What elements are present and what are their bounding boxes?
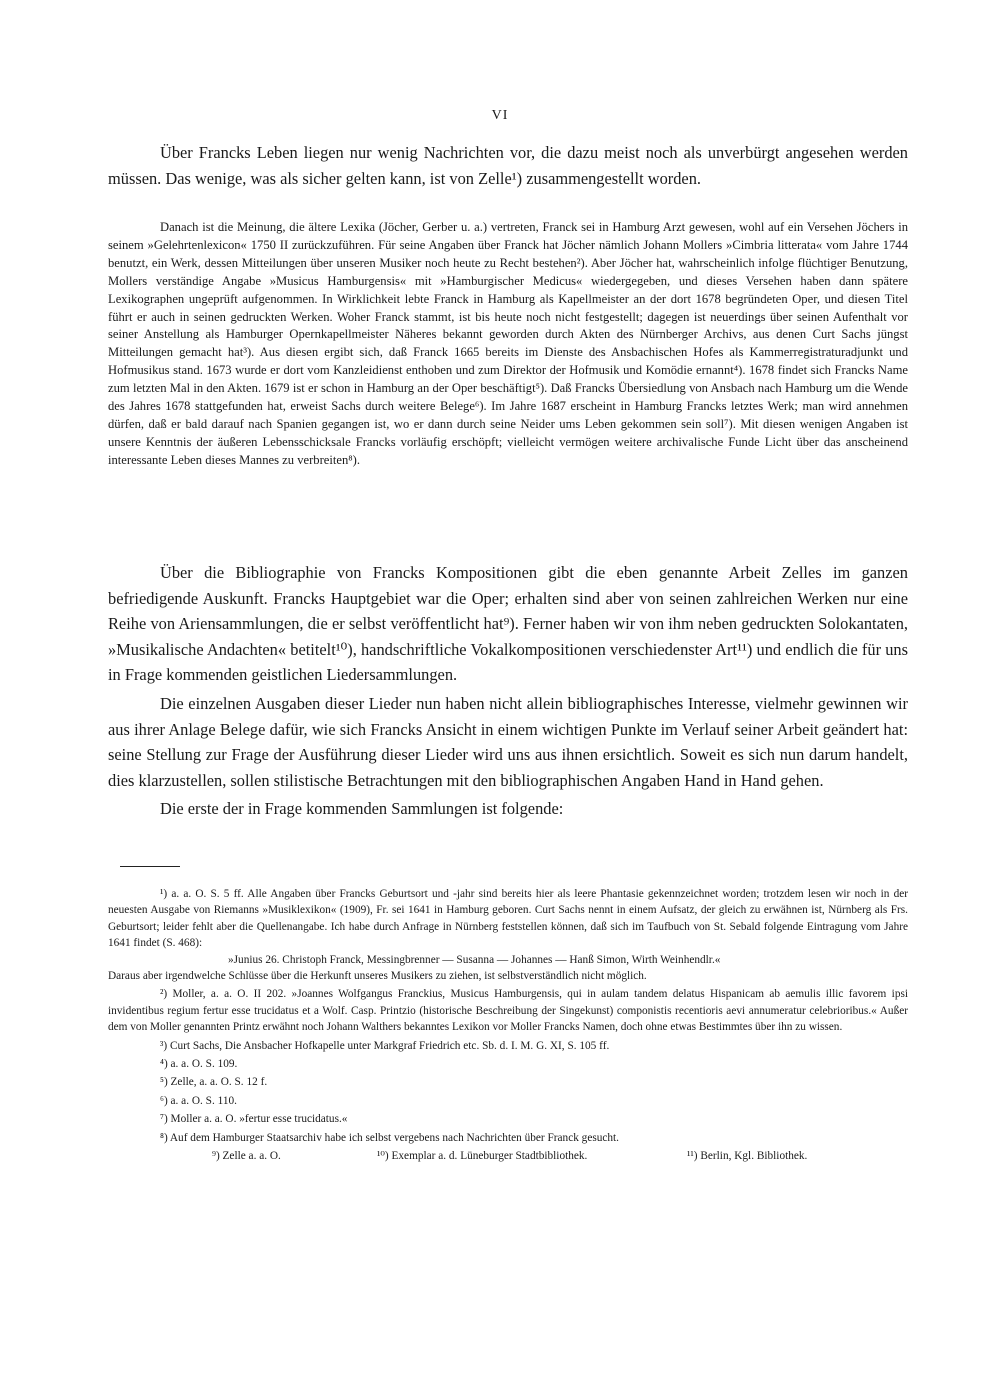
footnote-9: ⁹) Zelle a. a. O.	[212, 1150, 281, 1163]
footnote-1-end: Daraus aber irgendwelche Schlüsse über die Herkunft unseres Musikers zu ziehen, ist selbstverständlich nicht möglich.	[108, 970, 647, 983]
footnotes	[108, 886, 908, 1165]
intro-section	[108, 140, 908, 191]
footnote-4: ⁴) a. a. O. S. 109.	[160, 1058, 238, 1071]
footnote-divider	[120, 866, 180, 867]
paragraph-editions: Die einzelnen Ausgaben dieser Lieder nun haben nicht allein bibliographisches Interesse, vielmehr gewinnen wir aus ihrer Anlage Belege dafür, wie sich Francks Ansicht in einem wichtigen Punkte im Verlauf seiner Arbeit geändert hat: seine Stellung zur Frage der Ausführung dieser Lieder wird uns aus ihnen ersichtlich. Soweit es sich nun darum handelt, dies klarzustellen, sollen stilistische Betrachtungen mit den bibliographischen Angaben Hand in Hand gehen.	[108, 693, 908, 790]
footnote-7: ⁷) Moller a. a. O. »fertur esse trucidatus.«	[160, 1113, 348, 1126]
footnote-8: ⁸) Auf dem Hamburger Staatsarchiv habe ich selbst vergebens nach Nachrichten über Franck gesucht.	[160, 1131, 620, 1144]
footnote-11: ¹¹) Berlin, Kgl. Bibliothek.	[687, 1150, 808, 1163]
paragraph-life: Über Francks Leben liegen nur wenig Nachrichten vor, die dazu meist noch als unverbürgt angesehen werden müssen. Das wenige, was als sicher gelten kann, ist von Zelle¹) zusammengestellt worden.	[108, 143, 908, 188]
page-number: VI	[491, 108, 509, 123]
footnote-2: ²) Moller, a. a. O. II 202. »Joannes Wolfgangus Franckius, Musicus Hamburgensis, qui in aulam tandem delatus Hispanicam ab aemulis illic favorem ipsi invidentibus regium fertur esse trucidatus et a Wolf. Casp. Printzio (historische Beschreibung der Singekunst) componistis recentioris aevi annumeratur celebrioribus.« Außer dem von Moller genannten Printz erwähnt noch Johann Walthers bekanntes Lexikon vor Moller Francks Namen, doch ohne etwas Bestimmtes über ihn zu wissen.	[108, 988, 908, 1034]
footnote-6: ⁶) a. a. O. S. 110.	[160, 1094, 237, 1107]
paragraph-first-collection: Die erste der in Frage kommenden Sammlungen ist folgende:	[160, 799, 564, 819]
paragraph-bibliography: Über die Bibliographie von Francks Kompositionen gibt die eben genannte Arbeit Zelles im ganzen befriedigende Auskunft. Francks Hauptgebiet war die Oper; erhalten sind aber von seinen zahlreichen Werken nur eine Reihe von Ariensammlungen, die er selbst veröffentlicht hat⁹). Ferner haben wir von ihm neben gedruckten Solokantaten, »Musikalische Andachten« betitelt¹⁰), handschriftliche Vokalkompositionen verschiedenster Art¹¹) und endlich die für uns in Frage kommenden geistlichen Liedersammlungen.	[108, 563, 908, 685]
footnote-5: ⁵) Zelle, a. a. O. S. 12 f.	[160, 1076, 268, 1089]
biography-section	[108, 219, 908, 470]
footnote-row-9-11	[108, 1148, 908, 1164]
footnote-10: ¹⁰) Exemplar a. d. Lüneburger Stadtbibliothek.	[377, 1150, 588, 1163]
paragraph-biography: Danach ist die Meinung, die ältere Lexika (Jöcher, Gerber u. a.) vertreten, Franck sei in Hamburg Arzt gewesen, wohl auf ein Versehen Jöchers in seinem »Gelehrtenlexicon« 1750 II zurückzuführen. Für seine Angaben über Franck hat Jöcher nämlich Johann Mollers »Cimbria litterata« vom Jahre 1744 benutzt, ein Werk, dessen Mitteilungen über unseren Musiker noch heute zu Recht bestehen²). Aber Jöcher hat, wahrscheinlich infolge flüchtiger Benutzung, Mollers verständige Angabe »Musicus Hamburgensis« mit »Hamburgischer Medicus« wiedergegeben, und dieses Versehen haben dann spätere Lexikographen ungeprüft aufgenommen. In Wirklichkeit lebte Franck in Hamburg als Kapellmeister an der dort 1678 begründeten Oper, und diesen Titel führt er auch in seinen gedruckten Werken. Woher Franck stammt, ist bis heute noch nicht festgestellt; dagegen ist neuerdings über seinen Aufenthalt vor seiner Anstellung als Hamburger Opernkapellmeister Näheres bekannt geworden durch Akten des Nürnberger Archivs, aus denen Curt Sachs jüngst Mitteilungen gemacht hat³). Aus diesen ergibt sich, daß Franck 1665 bereits im Dienste des Ansbachischen Hofes als Kammerregistraturadjunkt und Hofmusikus stand. 1673 wurde er dort vom Kanzleidienst enthoben und zum Direktor der Hofmusik und Komödie ernannt⁴). 1678 findet sich Francks Name zum letzten Mal in den Akten. 1679 ist er schon in Hamburg an der Oper beschäftigt⁵). Daß Francks Übersiedlung von Ansbach nach Hamburg um die Wende des Jahres 1678 stattgefunden hat, erweist Sachs durch weitere Belege⁶). Im Jahre 1687 erscheint in Hamburg Francks letztes Werk; man wird annehmen dürfen, daß er bald darauf nach Spanien gegangen ist, wo er dann durch seine Neider ums Leben gekommen sein soll⁷). Mit diesen wenigen Angaben ist unsere Kenntnis der äußeren Lebensschicksale Francks vorläufig erschöpft; vielleicht vermögen weitere archivalische Funde Licht über das anscheinend interessante Leben dieses Mannes zu verbreiten⁸).	[108, 220, 908, 467]
footnote-1-quote: »Junius 26. Christoph Franck, Messingbrenner — Susanna — Johannes — Hanß Simon, Wirth Weinhendlr.«	[228, 953, 721, 966]
bibliography-section	[108, 560, 908, 822]
footnote-1: ¹) a. a. O. S. 5 ff. Alle Angaben über Francks Geburtsort und -jahr sind bereits hier als leere Phantasie gekennzeichnet worden; trotzdem lesen wir noch in der neuesten Ausgabe von Riemanns »Musiklexikon« (1909), Fr. sei 1641 in Hamburg geboren. Curt Sachs nennt in einem Aufsatz, der gleich zu erwähnen ist, Nürnberg als Frs. Geburtsort; leider fehlt aber die Quellenangabe. Ich habe durch Anfrage in Nürnberg feststellen können, daß sich im Taufbuch von St. Sebald folgende Eintragung vom Jahre 1641 findet (S. 468):	[108, 888, 908, 950]
footnote-3: ³) Curt Sachs, Die Ansbacher Hofkapelle unter Markgraf Friedrich etc. Sb. d. I. M. G. XI, S. 105 ff.	[160, 1039, 610, 1052]
